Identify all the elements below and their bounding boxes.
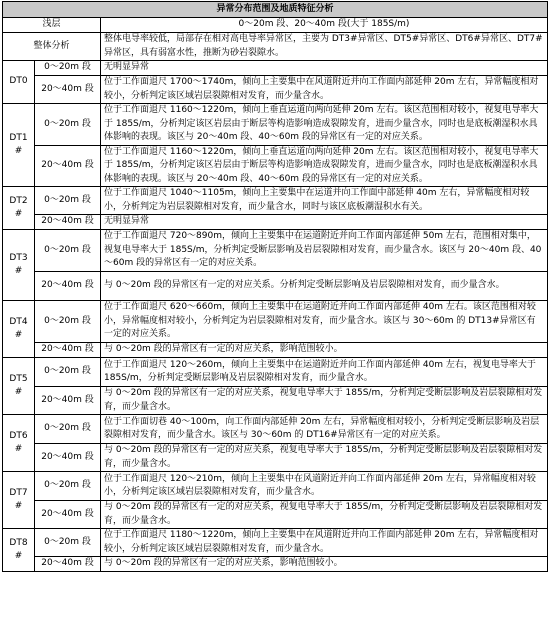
- overall-label: 整体分析: [3, 33, 101, 61]
- zone-description: 与 0～20m 段的异常区有一定的对应关系。分析判定受断层影响及岩层裂隙相对发育，而少量含水。: [101, 272, 548, 301]
- zone-description: 位于工作面退尺 1700～1740m，倾向上主要集中在风道附近并向工作面内部延伸 20m 左右，异常幅度相对较小，分析判定该区域岩层裂隙相对发育，而少量含水。: [101, 76, 548, 104]
- overall-text: 整体电导率较低，局部存在相对高电导率异常区，主要为 DT3#异常区、DT5#异常区、DT6#异常区、DT7#异常区，具有弱富水性，推断为砂岩裂隙水。: [101, 33, 548, 61]
- zone-description: 位于工作面退尺 1180～1220m，倾向上主要集中在风道附近并向工作面内部延伸 20m 左右，异常幅度相对较小，分析判定该区域岩层裂隙相对发育，而少量含水。: [101, 529, 548, 557]
- zone-description: 位于工作面退尺 720～890m，倾向上主要集中在运道附近并向工作面内部延伸 50m 左右，范围相对集中，视复电导率大于 185S/m，分析判定受断层影响及岩层裂隙相对发育，而少量含水。该区与 20～40m 段、40～60m 段的异常区有一定的对应关系。: [101, 230, 548, 272]
- zone-row: [3, 104, 548, 146]
- zone-description: 位于工作面退尺 620～660m，倾向上主要集中在运道附近并向工作面内部延伸 40m 左右。该区范围相对较小，异常幅度相对较小，分析判定为岩层裂隙相对发育，而少量含水。该区与 30～60m 的 DT13#异常区有一定的对应关系。: [101, 301, 548, 343]
- zone-name: DT6#: [3, 415, 35, 472]
- zone-row: [3, 358, 548, 387]
- depth-range: 20～40m 段: [35, 343, 101, 358]
- depth-range: 0～20m 段: [35, 358, 101, 387]
- zone-row: [3, 230, 548, 272]
- depth-range: 0～20m 段: [35, 472, 101, 501]
- title-row: [3, 2, 548, 18]
- zone-row: [3, 387, 548, 415]
- zone-name: DT5#: [3, 358, 35, 415]
- zone-name: DT3#: [3, 230, 35, 301]
- layer-ranges: 0～20m 段、20～40m 段(大于 185S/m): [101, 18, 548, 33]
- zone-description: 位于工作面退尺 1040～1105m，倾向上主要集中在运道并向工作面中部延伸 40m 左右，异常幅度相对较小，分析判定为岩层裂隙相对发育，而少量含水，同时与该区底板潮湿积水有关。: [101, 187, 548, 215]
- table-title: 异常分布范围及地质特征分析: [3, 2, 548, 18]
- depth-range: 0～20m 段: [35, 104, 101, 146]
- zone-row: [3, 529, 548, 557]
- header-row: [3, 18, 548, 33]
- zone-row: [3, 501, 548, 529]
- zone-row: [3, 301, 548, 343]
- anomaly-analysis-table: [2, 1, 548, 572]
- zone-description: 与 0～20m 段的异常区有一定的对应关系，影响范围较小。: [101, 557, 548, 572]
- depth-range: 20～40m 段: [35, 387, 101, 415]
- zone-description: 无明显异常: [101, 215, 548, 230]
- depth-range: 0～20m 段: [35, 301, 101, 343]
- zone-description: 位于工作面退尺 120～260m，倾向上主要集中在运道附近并向工作面内部延伸 40m 左右，视复电导率大于 185S/m，分析判定受断层影响及岩层裂隙相对发育，而少量含水。: [101, 358, 548, 387]
- zone-name: DT7#: [3, 472, 35, 529]
- depth-range: 0～20m 段: [35, 529, 101, 557]
- zone-name: DT0: [3, 61, 35, 104]
- zone-name: DT1#: [3, 104, 35, 187]
- depth-range: 20～40m 段: [35, 501, 101, 529]
- zone-name: DT8#: [3, 529, 35, 572]
- zone-row: [3, 444, 548, 472]
- zone-description: 与 0～20m 段的异常区有一定的对应关系，视复电导率大于 185S/m，分析判定受断层影响及岩层裂隙相对发育，而少量含水。: [101, 501, 548, 529]
- depth-range: 0～20m 段: [35, 415, 101, 444]
- zone-description: 无明显异常: [101, 61, 548, 76]
- zone-description: 与 0～20m 段的异常区有一定的对应关系，视复电导率大于 185S/m，分析判定受断层影响及岩层裂隙相对发育，而少量含水。: [101, 387, 548, 415]
- zone-row: [3, 215, 548, 230]
- depth-range: 0～20m 段: [35, 230, 101, 272]
- zone-description: 位于工作面切巷 40～100m，向工作面内部延伸 20m 左右，异常幅度相对较小，分析判定受断层影响及岩层裂隙相对发育，而少量含水。该区与 30～60m 的 DT16#异常区有一定的对应关系。: [101, 415, 548, 444]
- zone-row: [3, 343, 548, 358]
- depth-range: 20～40m 段: [35, 272, 101, 301]
- depth-range: 20～40m 段: [35, 215, 101, 230]
- layer-label: 浅层: [3, 18, 101, 33]
- zone-row: [3, 472, 548, 501]
- zone-name: DT2#: [3, 187, 35, 230]
- zone-row: [3, 415, 548, 444]
- zone-description: 位于工作面退尺 1160～1220m，倾向上垂直运道向两向延伸 20m 左右。该区范围相对较小，视复电导率大于 185S/m，分析判定该区岩层由于断层等构造影响造成裂隙发育，进而少量含水，同时也是底板潮湿积水具体影响的表现。该区与 20～40m 段、40～60m 段的异常区有一定的对应关系。: [101, 104, 548, 146]
- zone-description: 位于工作面退尺 1160～1220m，倾向上垂直运道向两向延伸 20m 左右。该区范围相对较小，视复电导率大于 185S/m，分析判定该区岩层由于断层等构造影响造成裂隙发育，进而少量含水，同时也是底板潮湿积水具体影响的表现。该区与 20～40m 段、40～60m 段的异常区有一定的对应关系。: [101, 145, 548, 187]
- depth-range: 20～40m 段: [35, 444, 101, 472]
- depth-range: 20～40m 段: [35, 76, 101, 104]
- zone-row: [3, 557, 548, 572]
- zone-description: 位于工作面退尺 120～210m，倾向上主要集中在风道附近并向工作面内部延伸 20m 左右，异常幅度相对较小，分析判定该区域岩层裂隙相对发育，而少量含水。: [101, 472, 548, 501]
- zone-row: [3, 76, 548, 104]
- zone-row: [3, 272, 548, 301]
- depth-range: 20～40m 段: [35, 557, 101, 572]
- overall-row: [3, 33, 548, 61]
- depth-range: 0～20m 段: [35, 187, 101, 215]
- zone-name: DT4#: [3, 301, 35, 358]
- zone-description: 与 0～20m 段的异常区有一定的对应关系，视复电导率大于 185S/m，分析判定受断层影响及岩层裂隙相对发育，而少量含水。: [101, 444, 548, 472]
- zone-row: [3, 61, 548, 76]
- depth-range: 0～20m 段: [35, 61, 101, 76]
- zone-row: [3, 187, 548, 215]
- zone-description: 与 0～20m 段的异常区有一定的对应关系，影响范围较小。: [101, 343, 548, 358]
- depth-range: 20～40m 段: [35, 145, 101, 187]
- zone-row: [3, 145, 548, 187]
